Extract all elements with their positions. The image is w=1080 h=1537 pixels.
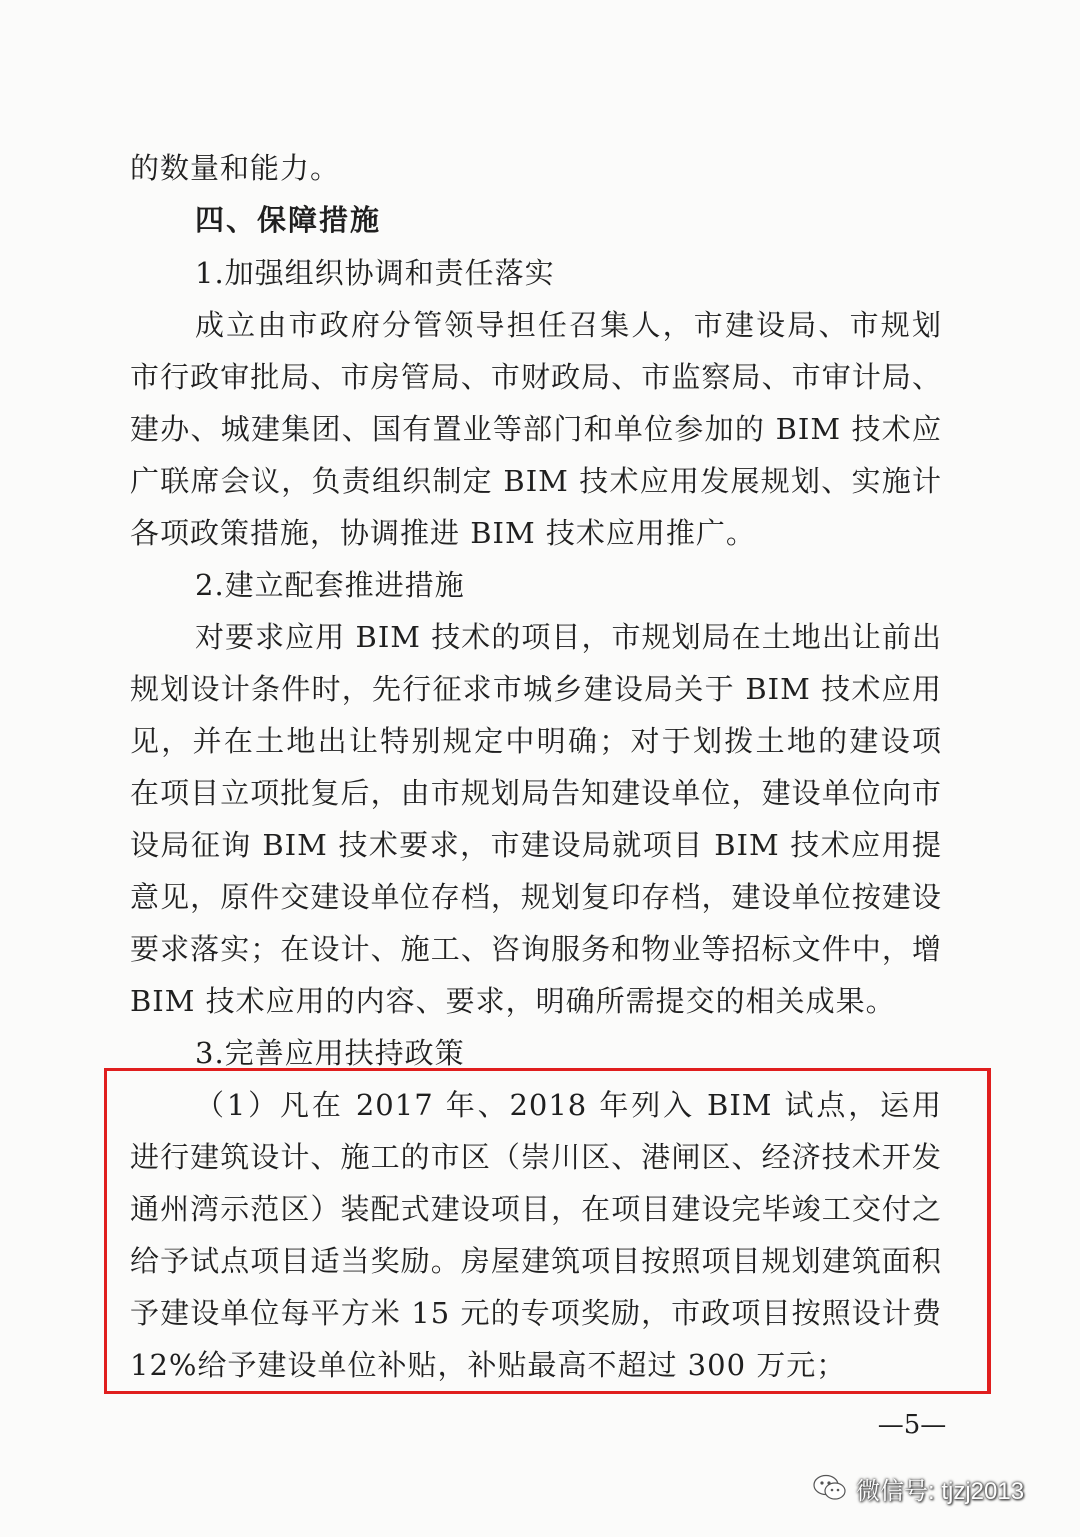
- text-line: 的数量和能力。: [130, 151, 341, 185]
- text-line: 市行政审批局、市房管局、市财政局、市监察局、市审计局、: [130, 360, 942, 394]
- text-line: 各项政策措施，协调推进 BIM 技术应用推广。: [130, 516, 756, 550]
- subsection-heading: 2.建立配套推进措施: [195, 568, 465, 602]
- text-line: 意见，原件交建设单位存档，规划复印存档，建设单位按建设: [130, 880, 942, 914]
- text-line: 要求落实；在设计、施工、咨询服务和物业等招标文件中，增: [130, 932, 942, 966]
- text-line: 对要求应用 BIM 技术的项目，市规划局在土地出让前出: [195, 620, 942, 654]
- text-line: 予建设单位每平方米 15 元的专项奖励，市政项目按照设计费: [130, 1296, 942, 1330]
- text-line: 12%给予建设单位补贴，补贴最高不超过 300 万元；: [130, 1348, 847, 1382]
- watermark-text: 微信号: tjzj2013: [856, 1477, 1025, 1505]
- subsection-heading: 3.完善应用扶持政策: [195, 1036, 465, 1070]
- text-line: 建办、城建集团、国有置业等部门和单位参加的 BIM 技术应: [130, 412, 942, 446]
- text-line: 在项目立项批复后，由市规划局告知建设单位，建设单位向市: [130, 776, 942, 810]
- text-line: 规划设计条件时，先行征求市城乡建设局关于 BIM 技术应用: [130, 672, 942, 706]
- page-number: —5—: [877, 1410, 947, 1440]
- text-line: 见，并在土地出让特别规定中明确；对于划拨土地的建设项: [130, 724, 942, 758]
- wechat-watermark: [812, 1470, 1062, 1506]
- text-line: 给予试点项目适当奖励。房屋建筑项目按照项目规划建筑面积: [130, 1244, 942, 1278]
- wechat-icon: [812, 1473, 848, 1503]
- section-heading: 四、保障措施: [195, 203, 382, 237]
- text-line: 通州湾示范区）装配式建设项目，在项目建设完毕竣工交付之: [130, 1192, 942, 1226]
- text-line: 成立由市政府分管领导担任召集人，市建设局、市规划: [195, 308, 942, 342]
- text-line: BIM 技术应用的内容、要求，明确所需提交的相关成果。: [130, 984, 896, 1018]
- text-line: （1）凡在 2017 年、2018 年列入 BIM 试点，运用: [195, 1088, 942, 1122]
- subsection-heading: 1.加强组织协调和责任落实: [195, 256, 555, 290]
- text-line: 广联席会议，负责组织制定 BIM 技术应用发展规划、实施计: [130, 464, 942, 498]
- text-line: 进行建筑设计、施工的市区（崇川区、港闸区、经济技术开发: [130, 1140, 942, 1174]
- text-line: 设局征询 BIM 技术要求，市建设局就项目 BIM 技术应用提: [130, 828, 942, 862]
